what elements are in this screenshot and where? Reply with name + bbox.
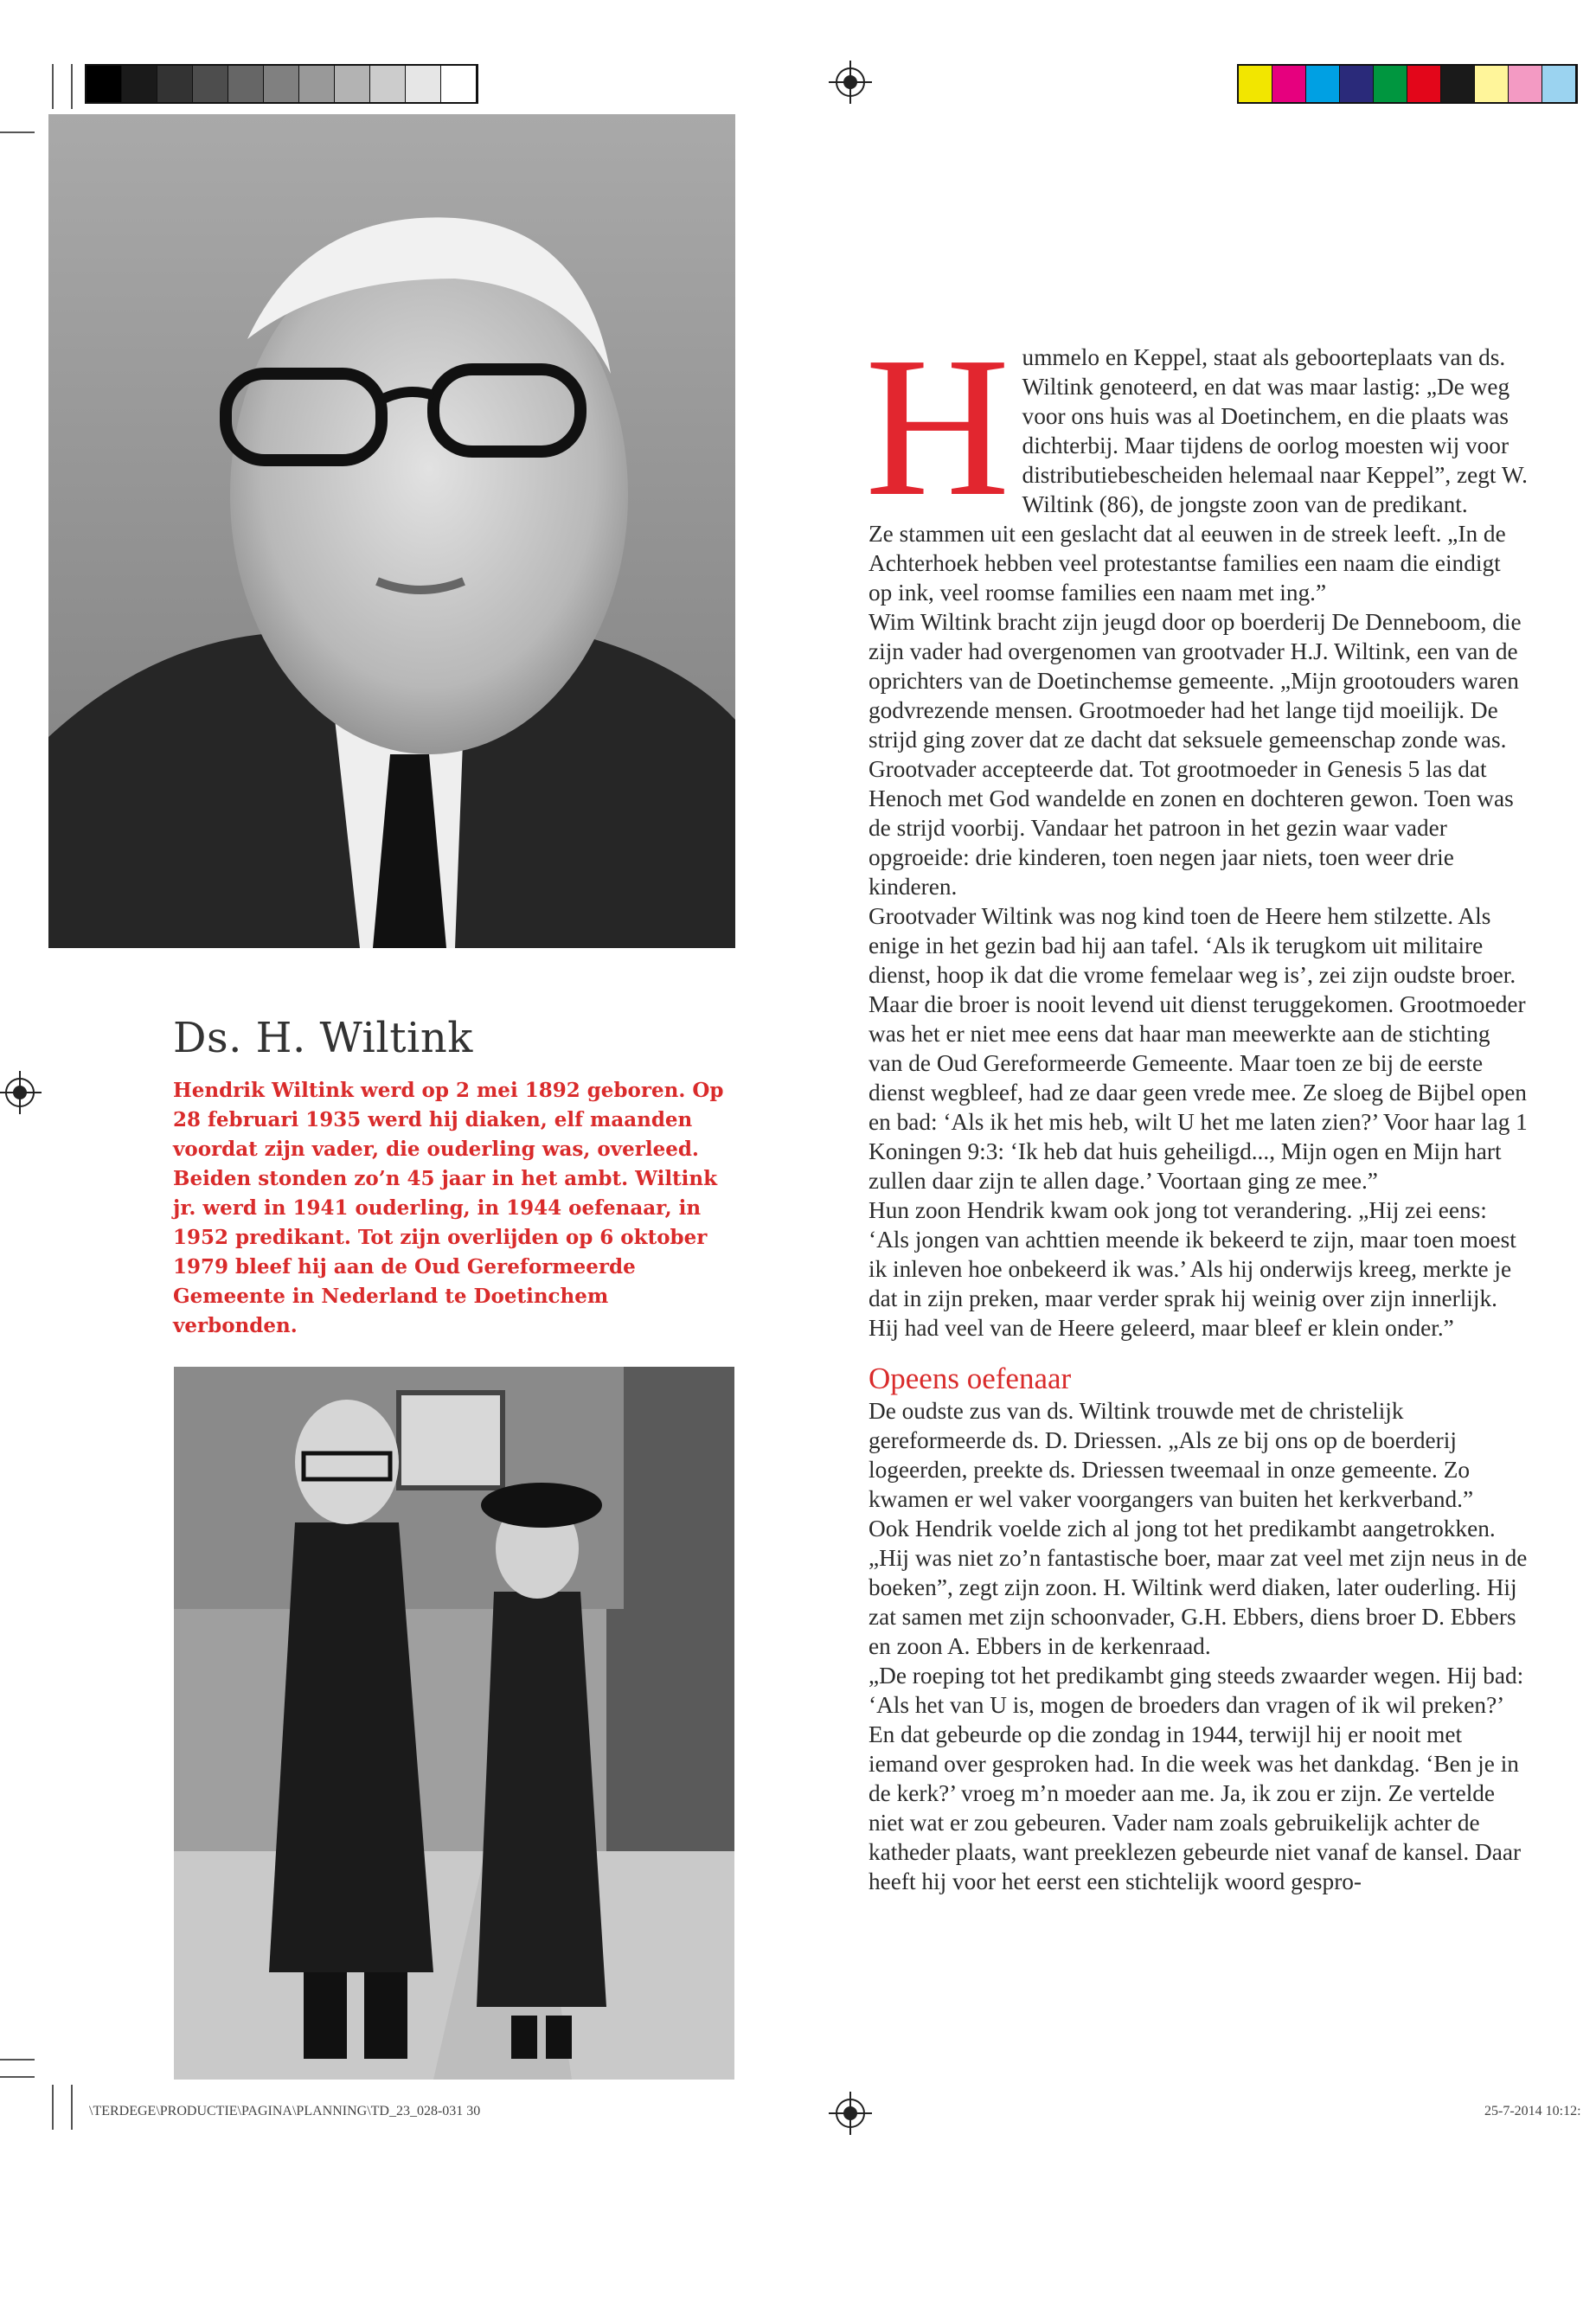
couple-photo xyxy=(174,1367,734,2080)
crop-mark xyxy=(0,2059,35,2061)
portrait-photo xyxy=(48,114,735,948)
color-swatch xyxy=(1509,66,1542,102)
grayscale-swatch xyxy=(264,66,299,102)
grayscale-swatch xyxy=(335,66,370,102)
color-bar xyxy=(1237,64,1578,104)
grayscale-swatch xyxy=(406,66,441,102)
drop-cap: H xyxy=(865,316,1010,538)
crop-mark xyxy=(71,2085,73,2130)
article-intro: Hendrik Wiltink werd op 2 mei 1892 geboren. Op 28 februari 1935 werd hij diaken, elf maanden voordat zijn vader, die ouderling was, overleed. Beiden stonden zo’n 45 jaar in het ambt. Wiltink jr. werd in 1941 ouderling, in 1944 oefenaar, in 1952 predikant. Tot zijn overlijden op 6 oktober 1979 bleef hij aan de Oud Gereformeerde Gemeente in Nederland te Doetinchem verbonden. xyxy=(173,1079,724,1337)
grayscale-swatch xyxy=(441,66,477,102)
grayscale-swatch xyxy=(157,66,193,102)
registration-mark-icon xyxy=(5,1078,35,1107)
color-swatch xyxy=(1542,66,1576,102)
color-swatch xyxy=(1441,66,1475,102)
registration-mark-icon xyxy=(836,2099,865,2128)
crop-mark xyxy=(52,2085,54,2130)
color-swatch xyxy=(1239,66,1272,102)
paragraph: Ze stammen uit een geslacht dat al eeuwen in de streek leeft. „In de Achterhoek hebben veel protestantse families een naam die eindigt op ink, veel roomse families een naam met ing.” xyxy=(869,521,1506,606)
grayscale-swatch xyxy=(122,66,157,102)
grayscale-swatch xyxy=(299,66,335,102)
paragraph: Ook Hendrik voelde zich al jong tot het predikambt aangetrokken. „Hij was niet zo’n fantastische boer, maar zat veel met zijn neus in de boeken”, zegt zijn zoon. H. Wiltink werd diaken, later ouderling. Hij zat samen met zijn schoonvader, G.H. Ebbers, diens broer D. Ebbers en zoon A. Ebbers in de kerkenraad. xyxy=(869,1516,1528,1659)
grayscale-swatch xyxy=(370,66,406,102)
color-swatch xyxy=(1374,66,1407,102)
crop-mark xyxy=(0,2076,35,2078)
crop-mark xyxy=(52,64,54,109)
registration-mark-icon xyxy=(836,67,865,97)
color-swatch xyxy=(1272,66,1306,102)
section-subhead: Opeens oefenaar xyxy=(869,1362,1072,1395)
grayscale-swatch xyxy=(193,66,228,102)
paragraph: Wim Wiltink bracht zijn jeugd door op boerderij De Denneboom, die zijn vader had overgenomen van grootvader H.J. Wiltink, een van de oprichters van de Doetinchemse gemeente. „Mijn grootouders waren godvrezende mensen. Grootmoeder had het lange tijd moeilijk. De strijd ging zover dat ze dacht dat seksuele gemeenschap zonde was. Grootvader accepteerde dat. Tot grootmoeder in Genesis 5 las dat Henoch met God wandelde en zonen en dochteren gewon. Toen was de strijd voorbij. Vandaar het patroon in het gezin waar vader opgroeide: drie kinderen, toen negen jaar niets, toen weer drie kinderen. xyxy=(869,609,1522,900)
paragraph: ummelo en Keppel, staat als geboorteplaats van ds. Wiltink genoteerd, en dat was maar lastig: „De weg voor ons huis was al Doetinchem, en die plaats was dichterbij. Maar tijdens de oorlog moesten wij voor distributiebescheiden helemaal naar Keppel”, zegt W. Wiltink (86), de jongste zoon van de predikant. xyxy=(1022,344,1528,517)
color-swatch xyxy=(1306,66,1340,102)
print-timestamp: 25-7-2014 10:12: xyxy=(1484,2104,1581,2118)
file-slug: \TERDEGE\PRODUCTIE\PAGINA\PLANNING\TD_23_028-031 30 xyxy=(89,2104,481,2118)
grayscale-swatch xyxy=(87,66,122,102)
grayscale-swatch xyxy=(228,66,264,102)
article-title: Ds. H. Wiltink xyxy=(173,1014,473,1063)
grayscale-bar xyxy=(85,64,478,104)
color-swatch xyxy=(1407,66,1441,102)
paragraph: Grootvader Wiltink was nog kind toen de Heere hem stilzette. Als enige in het gezin bad hij aan tafel. ‘Als ik terugkom uit militaire dienst, hoop ik dat die vrome femelaar weg is’, zei zijn oudste broer. Maar die broer is nooit levend uit dienst teruggekomen. Grootmoeder was het er niet mee eens dat haar man meewerkte aan de stichting van de Oud Gereformeerde Gemeente. Maar toen ze bij de eerste dienst wegbleef, had ze daar geen vrede mee. Ze sloeg de Bijbel open en bad: ‘Als ik het mis heb, wilt U het me laten zien?’ Voor haar lag 1 Koningen 9:3: ‘Ik heb dat huis geheiligd..., Mijn ogen en Mijn hart zullen daar zijn te allen dage.’ Voortaan ging ze mee.” xyxy=(869,903,1528,1194)
crop-mark xyxy=(0,131,35,133)
paragraph: „De roeping tot het predikambt ging steeds zwaarder wegen. Hij bad: ‘Als het van U is, mogen de broeders dan vragen of ik wil preken?’ En dat gebeurde op die zondag in 1944, terwijl hij er nooit met iemand over gesproken had. In die week was het dankdag. ‘Ben je in de kerk?’ vroeg m’n moeder aan me. Ja, ik zou er zijn. Ze vertelde niet wat er zou gebeuren. Vader nam zoals gebruikelijk achter de katheder plaats, want preeklezen gebeurde niet vanaf de kansel. Daar heeft hij voor het eerst een stichtelijk woord gespro- xyxy=(869,1663,1524,1894)
color-swatch xyxy=(1340,66,1374,102)
article-body xyxy=(865,316,1529,1896)
paragraph: De oudste zus van ds. Wiltink trouwde met de christelijk gereformeerde ds. D. Driessen. „Als ze bij ons op de boerderij logeerden, preekte ds. Driessen tweemaal in onze gemeente. Zo kwamen er wel vaker voorgangers van buiten het kerkverband.” xyxy=(869,1398,1474,1512)
crop-mark xyxy=(71,64,73,109)
paragraph: Hun zoon Hendrik kwam ook jong tot verandering. „Hij zei eens: ‘Als jongen van achttien meende ik bekeerd te zijn, maar toen moest ik inleven hoe onbekeerd ik was.’ Als hij onderwijs kreeg, merkte je dat in zijn preken, maar verder sprak hij weinig over zijn innerlijk. Hij had veel van de Heere geleerd, maar bleef er klein onder.” xyxy=(869,1197,1516,1341)
color-swatch xyxy=(1475,66,1509,102)
